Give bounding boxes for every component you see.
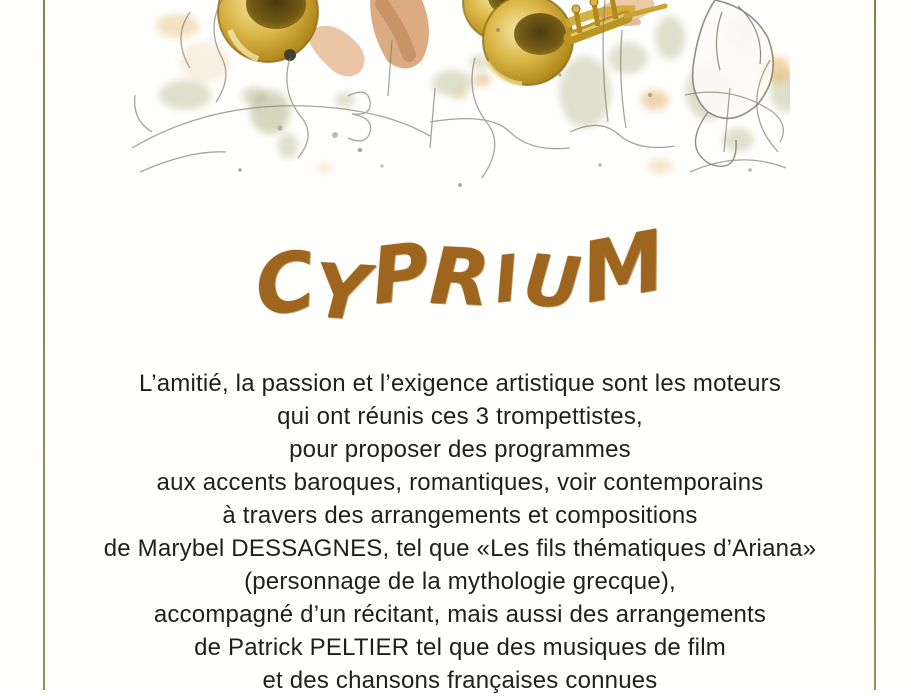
- description-text: [44, 367, 876, 697]
- trumpet-players-illustration: [130, 0, 790, 196]
- text-line: (personnage de la mythologie grecque),: [244, 568, 676, 595]
- text-line: de Patrick PELTIER tel que des musiques de film: [194, 634, 726, 661]
- ensemble-title: CYPRIUM: [249, 213, 674, 338]
- text-line: qui ont réunis ces 3 trompettistes,: [277, 403, 643, 430]
- text-line: aux accents baroques, romantiques, voir contemporains: [156, 469, 764, 496]
- text-line: et des chansons françaises connues: [262, 667, 658, 694]
- trumpet-bell-left: [218, 0, 318, 62]
- text-line: à travers des arrangements et compositions: [222, 502, 698, 529]
- text-line: de Marybel DESSAGNES, tel que «Les fils thématiques d’Ariana»: [103, 535, 817, 562]
- trumpet-watercolor-svg: [130, 0, 790, 196]
- text-line: pour proposer des programmes: [289, 436, 631, 463]
- text-line: accompagné d’un récitant, mais aussi des arrangements: [153, 601, 767, 628]
- text-line: L’amitié, la passion et l’exigence artistique sont les moteurs: [138, 370, 782, 397]
- player-arm-left-small: [308, 26, 365, 77]
